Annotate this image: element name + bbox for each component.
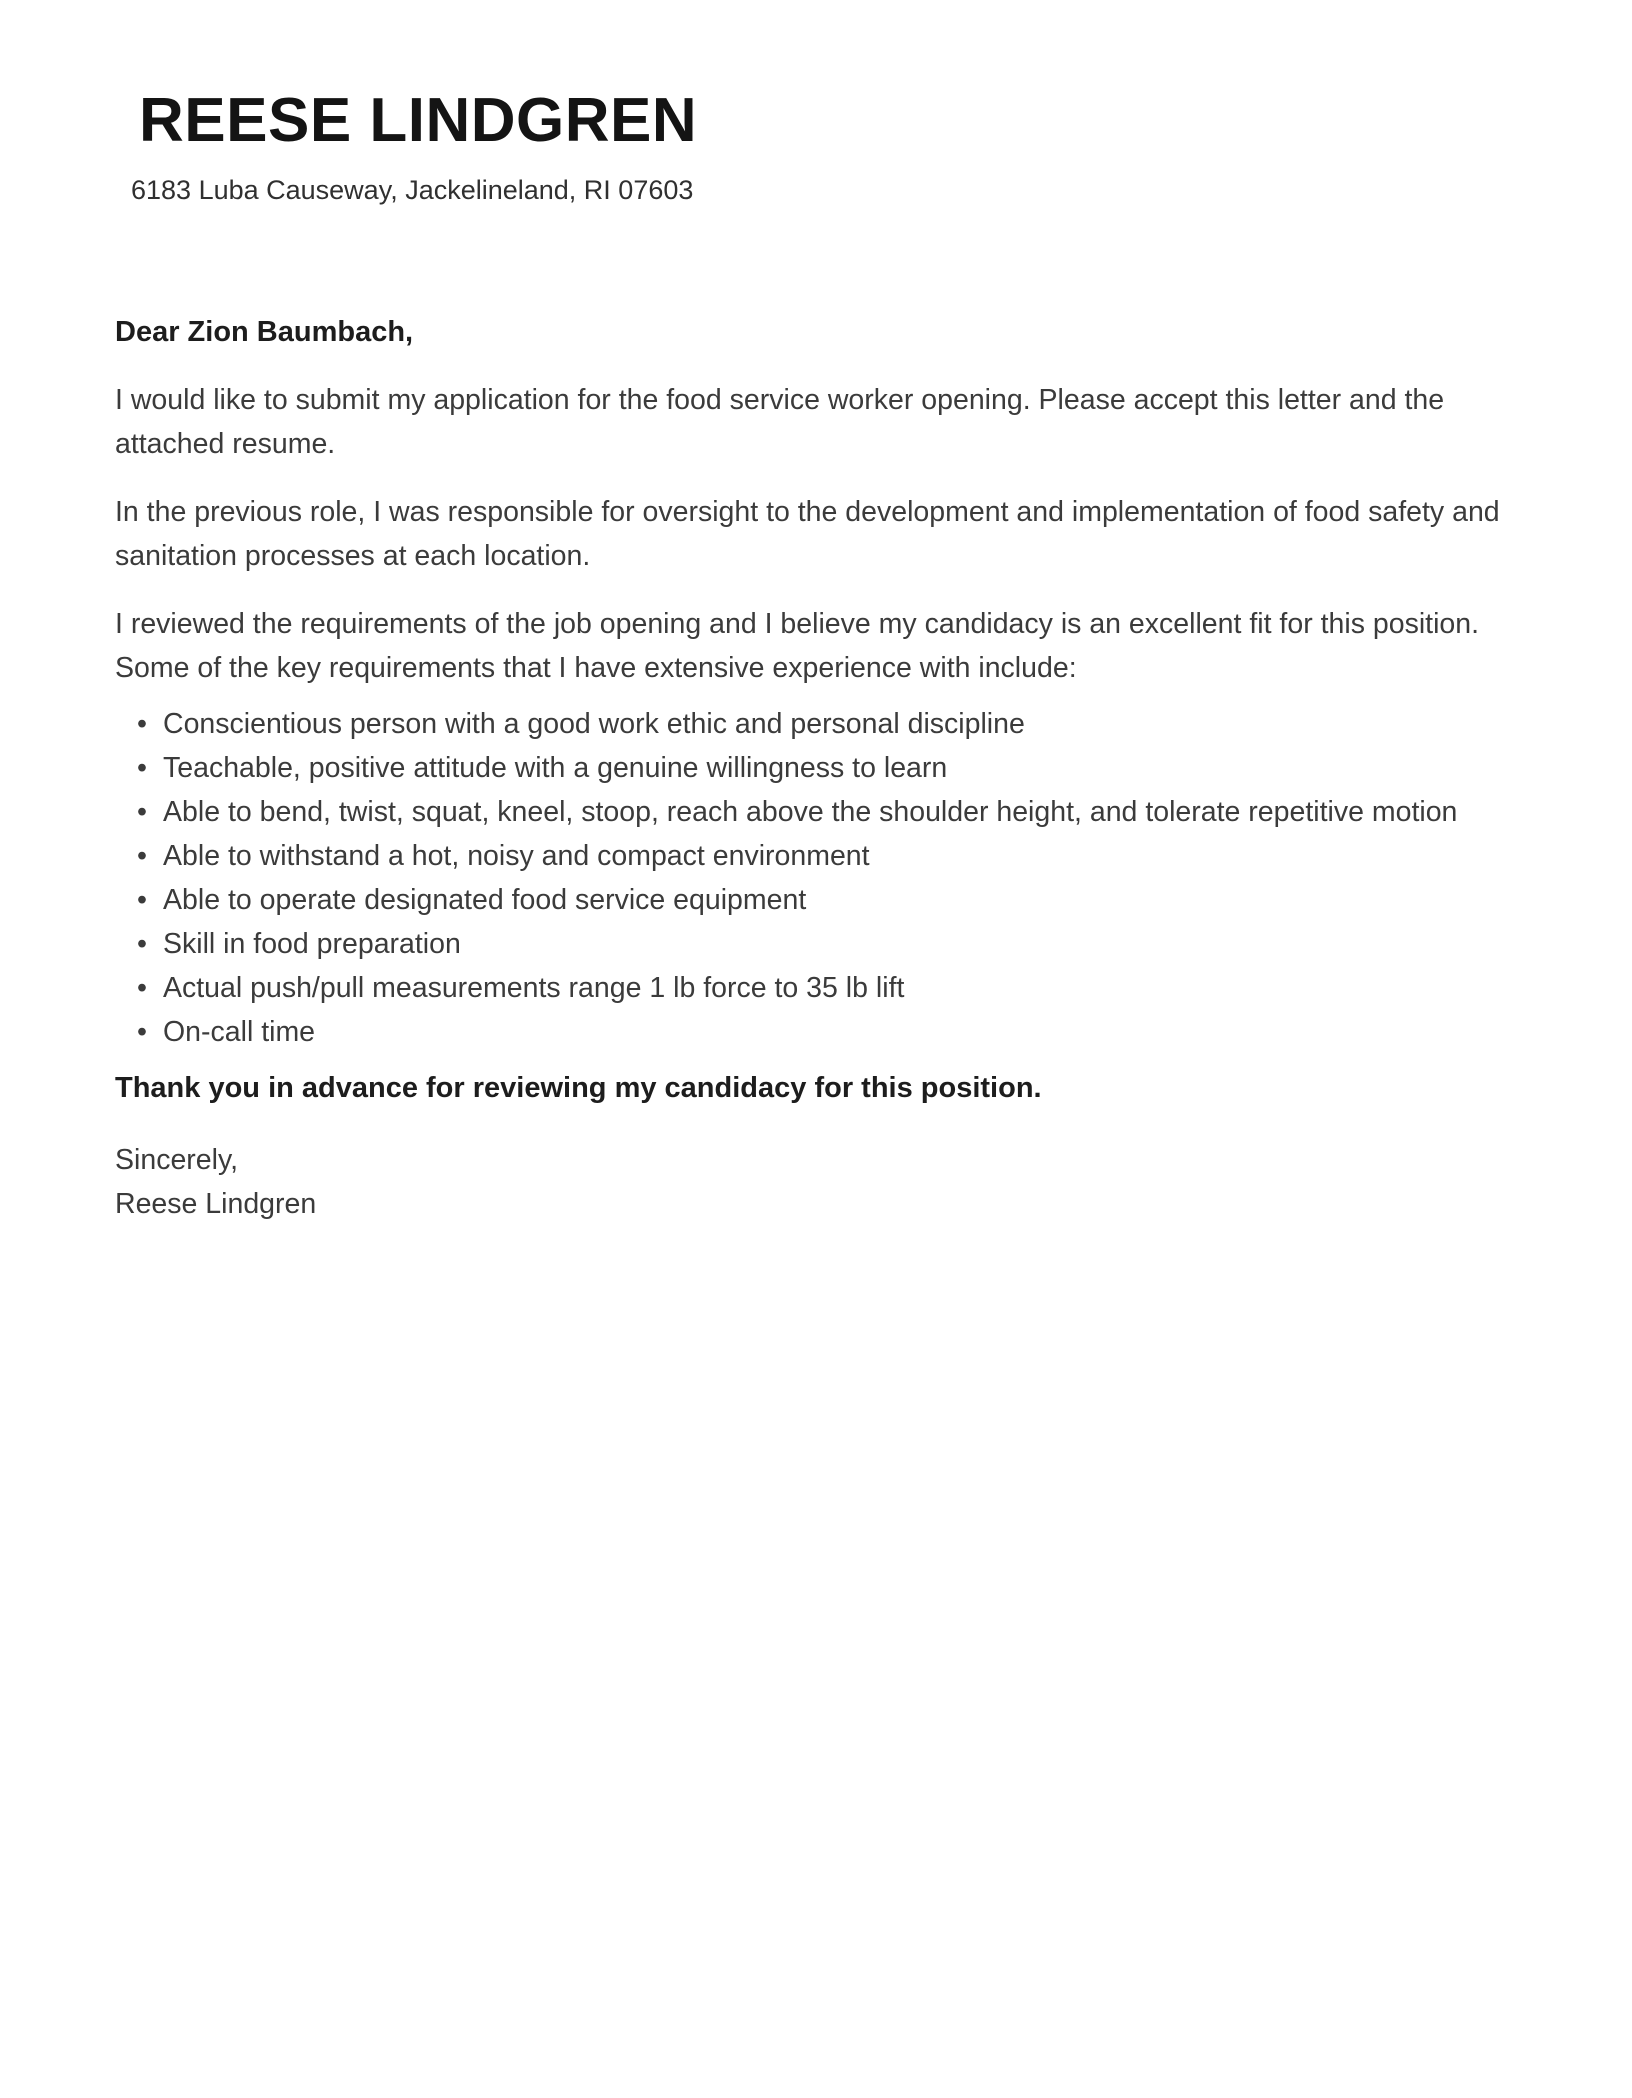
paragraph-requirements-lead: I reviewed the requirements of the job opening and I believe my candidacy is an excellent fit for this position. Some of the key requirements that I have extensive experience with include:: [115, 608, 1480, 685]
letter-header: [115, 86, 1515, 206]
greeting-line: Dear Zion Baumbach,: [115, 316, 414, 349]
requirement-item-6: • Skill in food preparation: [137, 922, 1515, 966]
sender-name: REESE LINDGREN: [139, 86, 698, 155]
sender-address: 6183 Luba Causeway, Jackelineland, RI 07603: [131, 175, 694, 205]
closing-salutation: Sincerely,: [115, 1144, 239, 1177]
paragraph-intro: I would like to submit my application for the food service worker opening. Please accept this letter and the attached resume.: [115, 384, 1445, 461]
requirement-item-5: • Able to operate designated food service equipment: [137, 878, 1515, 922]
requirement-item-4: • Able to withstand a hot, noisy and compact environment: [137, 834, 1515, 878]
letter-body: [115, 310, 1515, 1226]
requirement-item-1: • Conscientious person with a good work ethic and personal discipline: [137, 702, 1515, 746]
paragraph-previous-role: In the previous role, I was responsible for oversight to the development and implementation of food safety and sanitation processes at each location.: [115, 496, 1500, 573]
thank-you-line: Thank you in advance for reviewing my candidacy for this position.: [115, 1072, 1042, 1105]
requirement-item-2: • Teachable, positive attitude with a genuine willingness to learn: [137, 746, 1515, 790]
requirements-list: [115, 702, 1515, 1054]
closing-block: [115, 1138, 1515, 1226]
requirement-item-8: • On-call time: [137, 1010, 1515, 1054]
requirement-item-7: • Actual push/pull measurements range 1 lb force to 35 lb lift: [137, 966, 1515, 1010]
signature-name: Reese Lindgren: [115, 1188, 317, 1221]
requirement-item-3: • Able to bend, twist, squat, kneel, stoop, reach above the shoulder height, and tolerate repetitive motion: [137, 790, 1515, 834]
